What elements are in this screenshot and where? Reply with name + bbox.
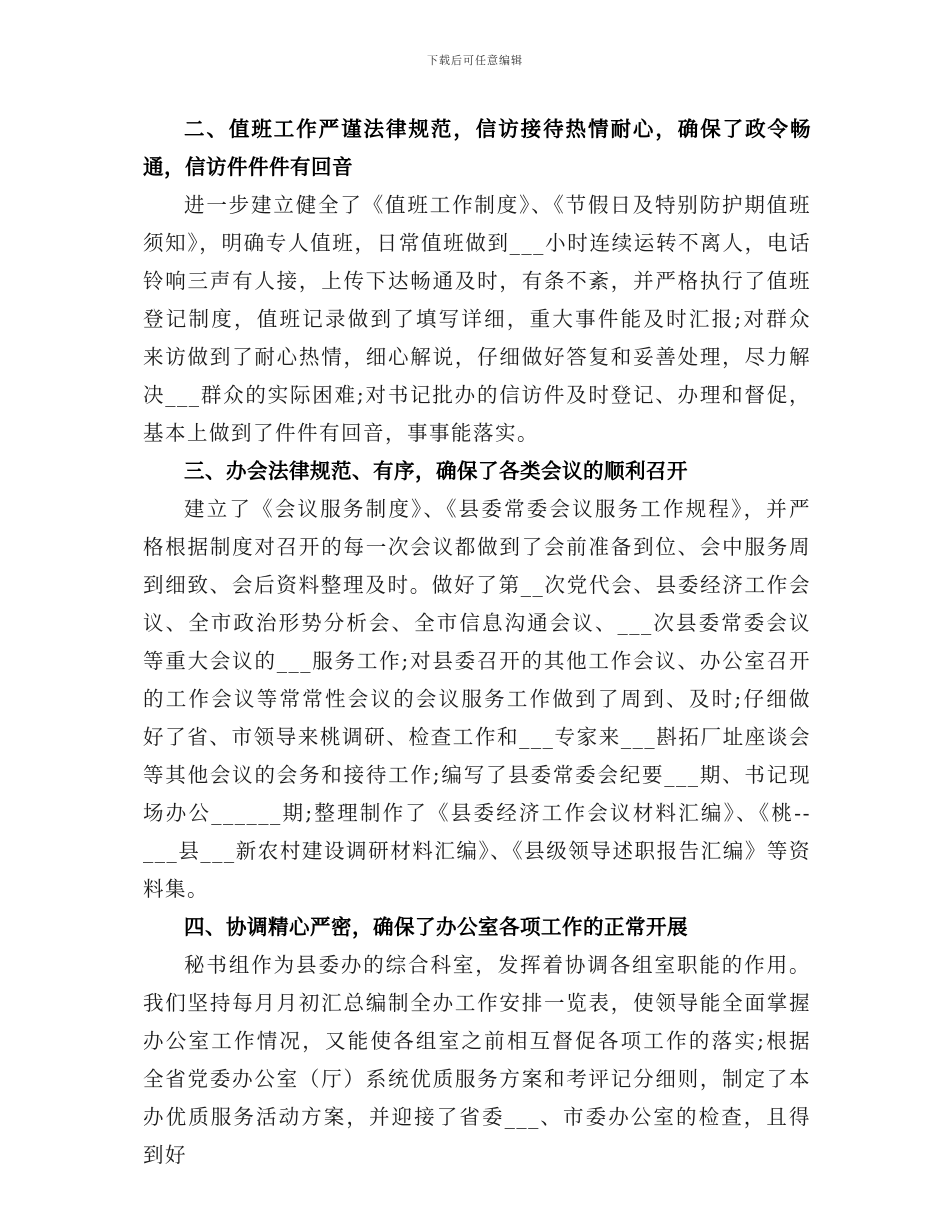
page-header-note: 下载后可任意编辑 [427,54,523,67]
section-paragraph-2: 进一步建立健全了《值班工作制度》、《节假日及特别防护期值班须知》，明确专人值班，日常值班做到___小时连续运转不离人，电话铃响三声有人接，上传下达畅通及时，有条不紊，并严格执行了值班登记制度，值班记录做到了填写详细，重大事件能及时汇报;对群众来访做到了耐心热情，细心解说，仔细做好答复和妥善处理，尽力解决___群众的实际困难;对书记批办的信访件及时登记、办理和督促，基本上做到了件件有回音，事事能落实。 [143,193,811,445]
section-paragraph-3: 建立了《会议服务制度》、《县委常委会议服务工作规程》，并严格根据制度对召开的每一次会议都做到了会前准备到位、会中服务周到细致、会后资料整理及时。做好了第__次党代会、县委经济工作会议、全市政治形势分析会、全市信息沟通会议、___次县委常委会议等重大会议的___服务工作;对县委召开的其他工作会议、办公室召开的工作会议等常常性会议的会议服务工作做到了周到、及时;仔细做好了省、市领导来桃调研、检查工作和___专家来___斟拓厂址座谈会等其他会议的会务和接待工作;编写了县委常委会纪要___期、书记现场办公______期;整理制作了《县委经济工作会议材料汇编》、《桃--___县___新农村建设调研材料汇编》、《县级领导述职报告汇编》等资料集。 [143,497,811,901]
section-heading-3: 三、办会法律规范、有序，确保了各类会议的顺利召开 [184,459,688,483]
section-paragraph-4: 秘书组作为县委办的综合科室，发挥着协调各组室职能的作用。我们坚持每月月初汇总编制全办工作安排一览表，使领导能全面掌握办公室工作情况，又能使各组室之前相互督促各项工作的落实;根据全省党委办公室（厅）系统优质服务方案和考评记分细则，制定了本办优质服务活动方案，并迎接了省委___、市委办公室的检查，且得到好 [143,953,811,1167]
section-heading-4: 四、协调精心严密，确保了办公室各项工作的正常开展 [184,915,688,939]
section-heading-2: 二、值班工作严谨法律规范，信访接待热情耐心，确保了政令畅通，信访件件件有回音 [143,117,811,179]
document-body [143,110,811,1174]
